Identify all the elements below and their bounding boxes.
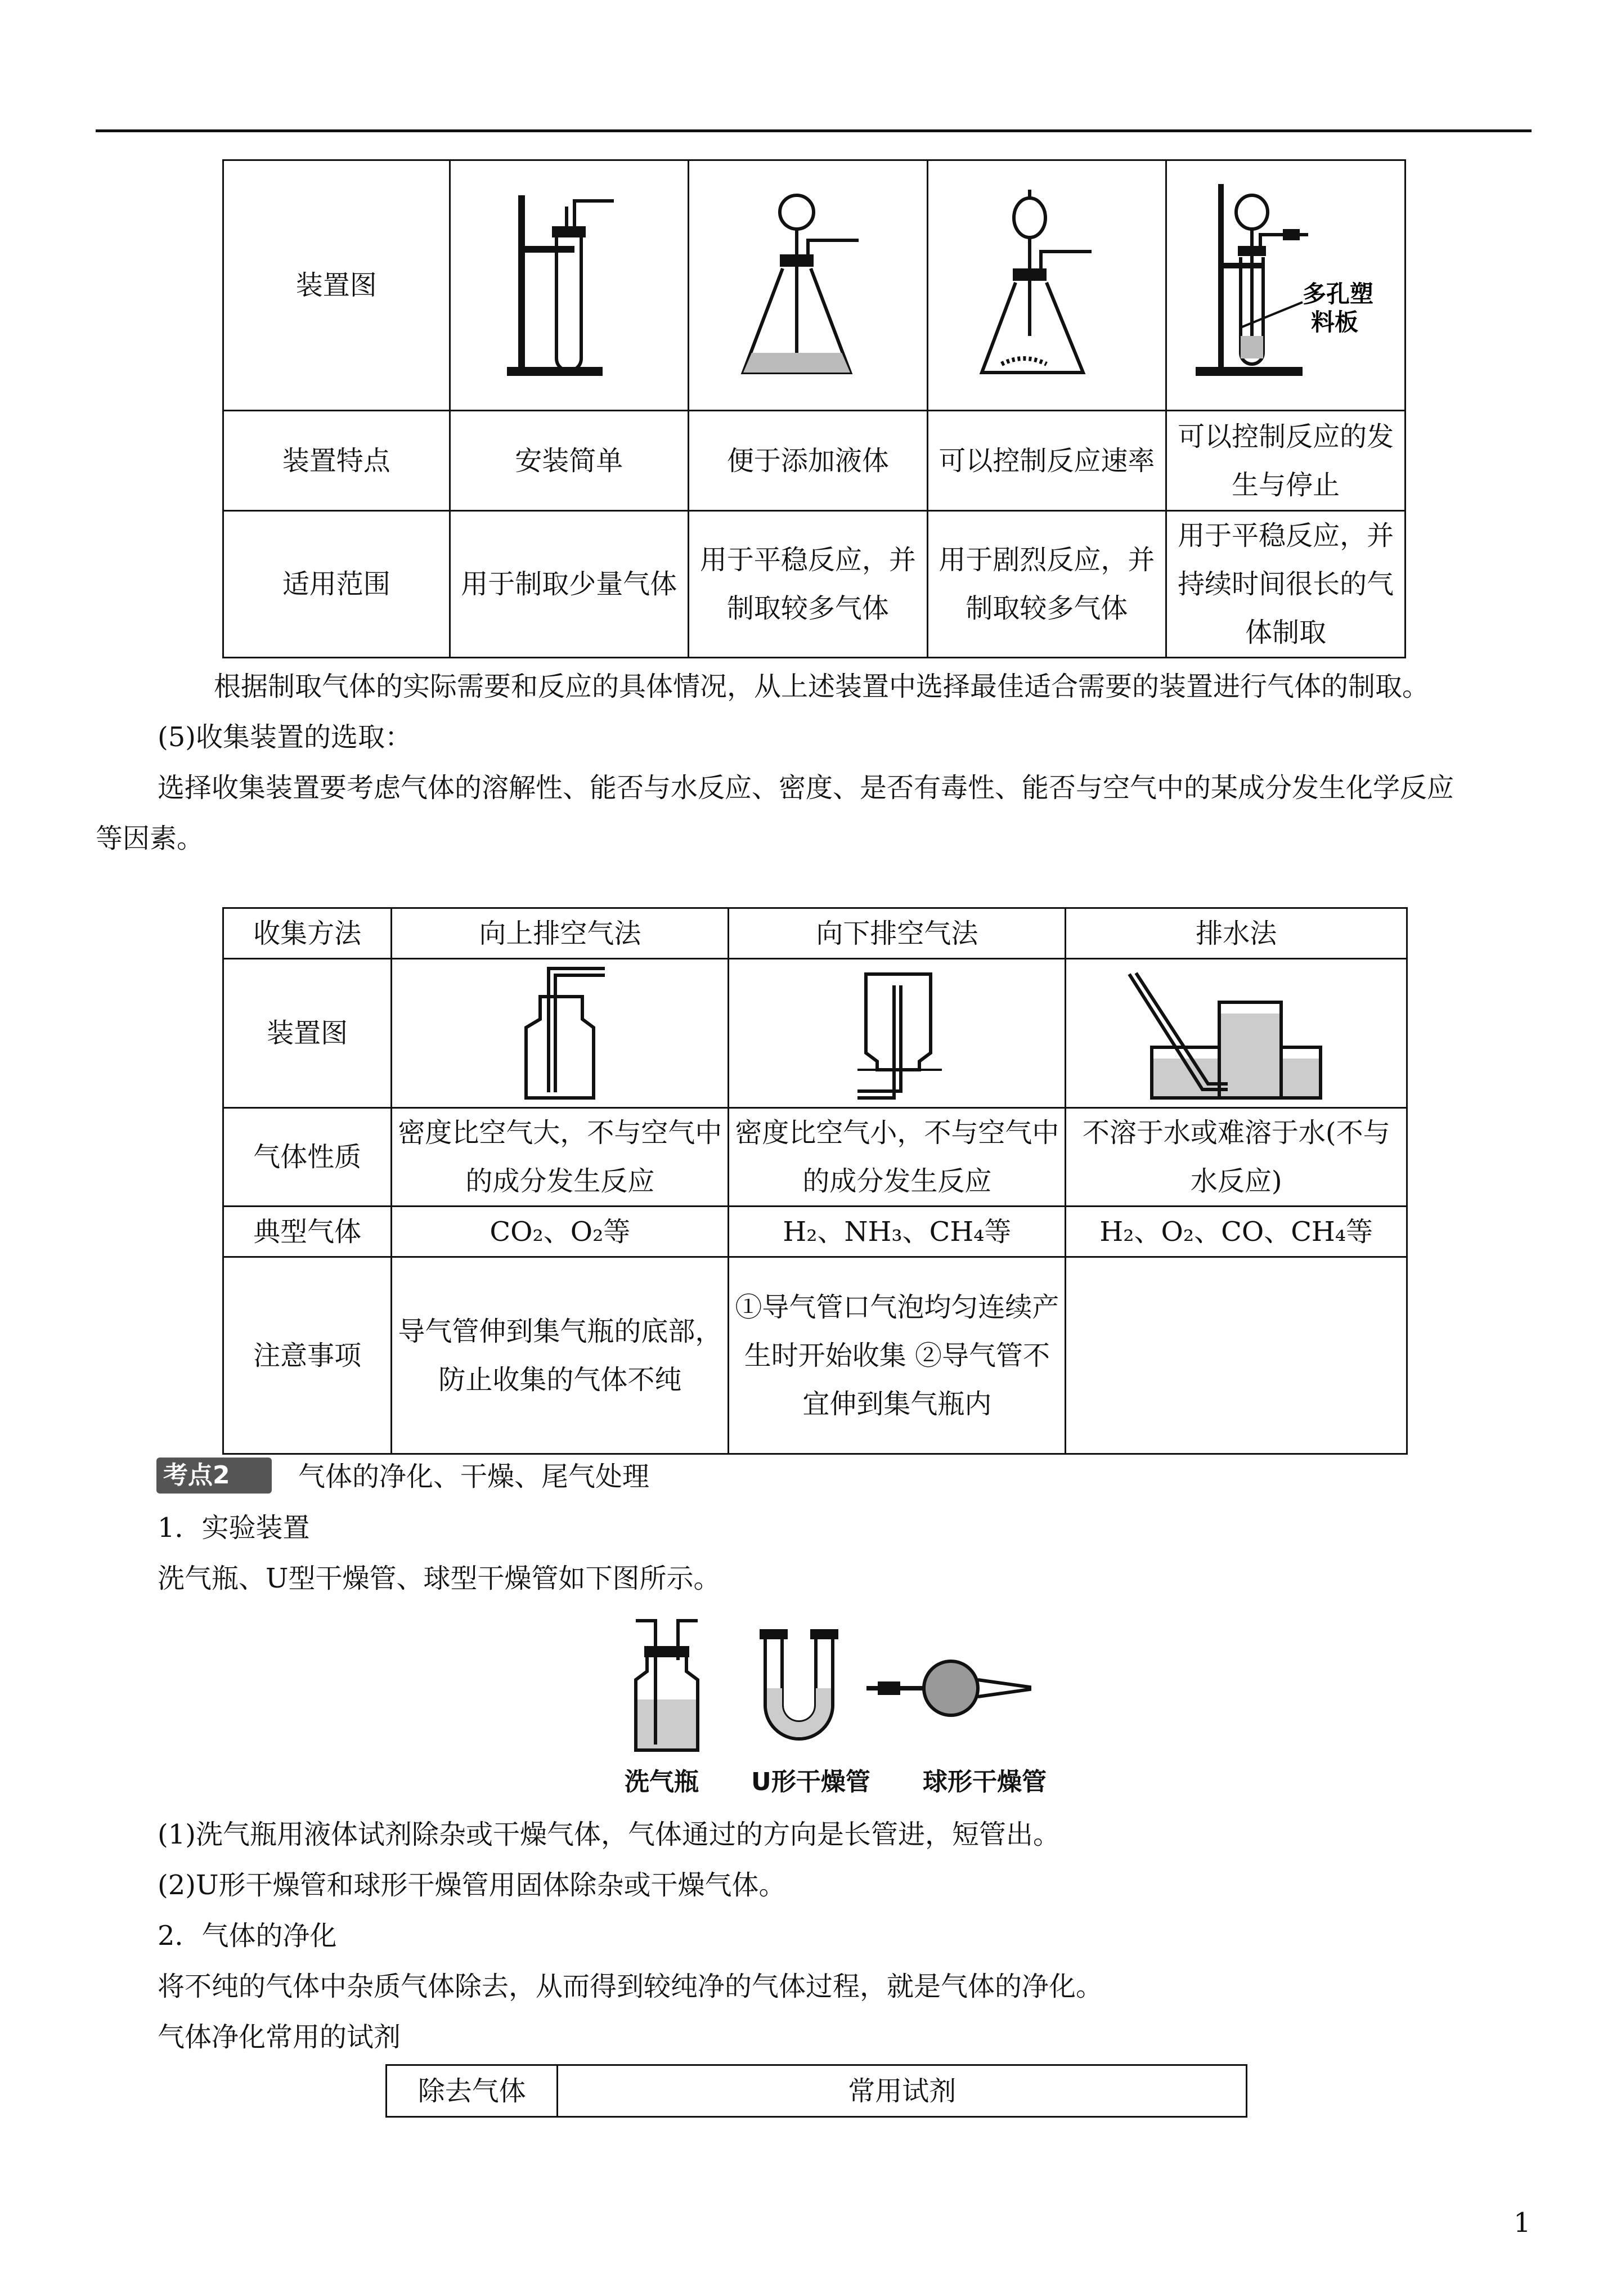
scope-cell: 用于剧烈反应，并制取较多气体: [927, 511, 1166, 658]
table-header: 除去气体: [387, 2065, 558, 2117]
perforated-plate-label-1: 多孔塑: [1303, 280, 1374, 308]
reagent-table: [385, 2064, 1247, 2118]
table-header: 常用试剂: [558, 2065, 1247, 2117]
upward-air-bottle-icon: [487, 963, 633, 1104]
figure-caption: U形干燥管: [751, 1768, 870, 1796]
typical-gas-cell: CO₂、O₂等: [392, 1207, 729, 1257]
feature-cell: 安装简单: [450, 411, 689, 511]
row-label-figure: 装置图: [223, 959, 392, 1108]
fig-simple-tube: [450, 160, 689, 411]
subheading: 2．气体的净化: [158, 1920, 337, 1952]
test-tube-stand-icon: [484, 173, 653, 398]
paragraph: 根据制取气体的实际需要和反应的具体情况，从上述装置中选择最佳适合需要的装置进行气体的制取。: [214, 671, 1430, 702]
paragraph: 选择收集装置要考虑气体的溶解性、能否与水反应、密度、是否有毒性、能否与空气中的某成分发生化学反应: [158, 772, 1454, 804]
row-header-figure: 装置图: [223, 160, 450, 411]
apparatus-table: [222, 159, 1406, 658]
drying-apparatus-icon: [625, 1615, 1063, 1756]
figure-caption: 球形干燥管: [923, 1768, 1047, 1796]
notes-cell: [1066, 1257, 1407, 1454]
notes-cell: ①导气管口气泡均匀连续产生时开始收集 ②导气管不宜伸到集气瓶内: [729, 1257, 1066, 1454]
drying-apparatus-figure: [625, 1615, 1063, 1806]
row-header-scope: 适用范围: [223, 511, 450, 658]
downward-air-bottle-icon: [824, 963, 970, 1104]
table-header: 向下排空气法: [729, 908, 1066, 959]
scope-cell: 用于平稳反应，并制取较多气体: [689, 511, 928, 658]
water-displacement-icon: [1118, 963, 1354, 1104]
separatory-funnel-flask-icon: [962, 173, 1131, 398]
page-number: 1: [1514, 2207, 1531, 2239]
header-rule: [96, 129, 1532, 132]
fig-separatory-funnel-flask: [927, 160, 1166, 411]
row-header-features: 装置特点: [223, 411, 450, 511]
fig-downward-air: [729, 959, 1066, 1108]
scope-cell: 用于制取少量气体: [450, 511, 689, 658]
table-header: 向上排空气法: [392, 908, 729, 959]
perforated-plate-apparatus-icon: [1184, 173, 1387, 398]
fig-upward-air: [392, 959, 729, 1108]
property-cell: 密度比空气小，不与空气中的成分发生反应: [729, 1108, 1066, 1207]
row-label-property: 气体性质: [223, 1108, 392, 1207]
figure-caption: 洗气瓶: [625, 1768, 699, 1796]
notes-cell: 导气管伸到集气瓶的底部，防止收集的气体不纯: [392, 1257, 729, 1454]
property-cell: 不溶于水或难溶于水(不与水反应): [1066, 1108, 1407, 1207]
section-title: 气体的净化、干燥、尾气处理: [298, 1461, 650, 1492]
fig-water-displacement: [1066, 959, 1407, 1108]
feature-cell: 便于添加液体: [689, 411, 928, 511]
section-badge: 考点2: [156, 1458, 272, 1494]
list-item: (2)U形干燥管和球形干燥管用固体除杂或干燥气体。: [158, 1869, 786, 1901]
subheading: 1．实验装置: [158, 1512, 310, 1544]
feature-cell: 可以控制反应的发生与停止: [1166, 411, 1406, 511]
long-neck-funnel-flask-icon: [724, 173, 892, 398]
property-cell: 密度比空气大，不与空气中的成分发生反应: [392, 1108, 729, 1207]
scope-cell: 用于平稳反应，并持续时间很长的气体制取: [1166, 511, 1406, 658]
perforated-plate-label-2: 料板: [1311, 308, 1359, 336]
collection-table: [222, 907, 1408, 1455]
paragraph: 将不纯的气体中杂质气体除去，从而得到较纯净的气体过程，就是气体的净化。: [158, 1971, 1103, 2002]
paragraph: (5)收集装置的选取：: [158, 721, 412, 753]
paragraph: 洗气瓶、U型干燥管、球型干燥管如下图所示。: [158, 1563, 721, 1594]
typical-gas-cell: H₂、NH₃、CH₄等: [729, 1207, 1066, 1257]
feature-cell: 可以控制反应速率: [927, 411, 1166, 511]
fig-kipp-like: [1166, 160, 1406, 411]
list-item: (1)洗气瓶用液体试剂除杂或干燥气体，气体通过的方向是长管进，短管出。: [158, 1819, 1060, 1850]
typical-gas-cell: H₂、O₂、CO、CH₄等: [1066, 1207, 1407, 1257]
fig-funnel-flask: [689, 160, 928, 411]
paragraph: 气体净化常用的试剂: [158, 2021, 401, 2053]
row-label-typical: 典型气体: [223, 1207, 392, 1257]
table-header: 收集方法: [223, 908, 392, 959]
paragraph: 等因素。: [96, 823, 204, 854]
row-label-notes: 注意事项: [223, 1257, 392, 1454]
table-header: 排水法: [1066, 908, 1407, 959]
